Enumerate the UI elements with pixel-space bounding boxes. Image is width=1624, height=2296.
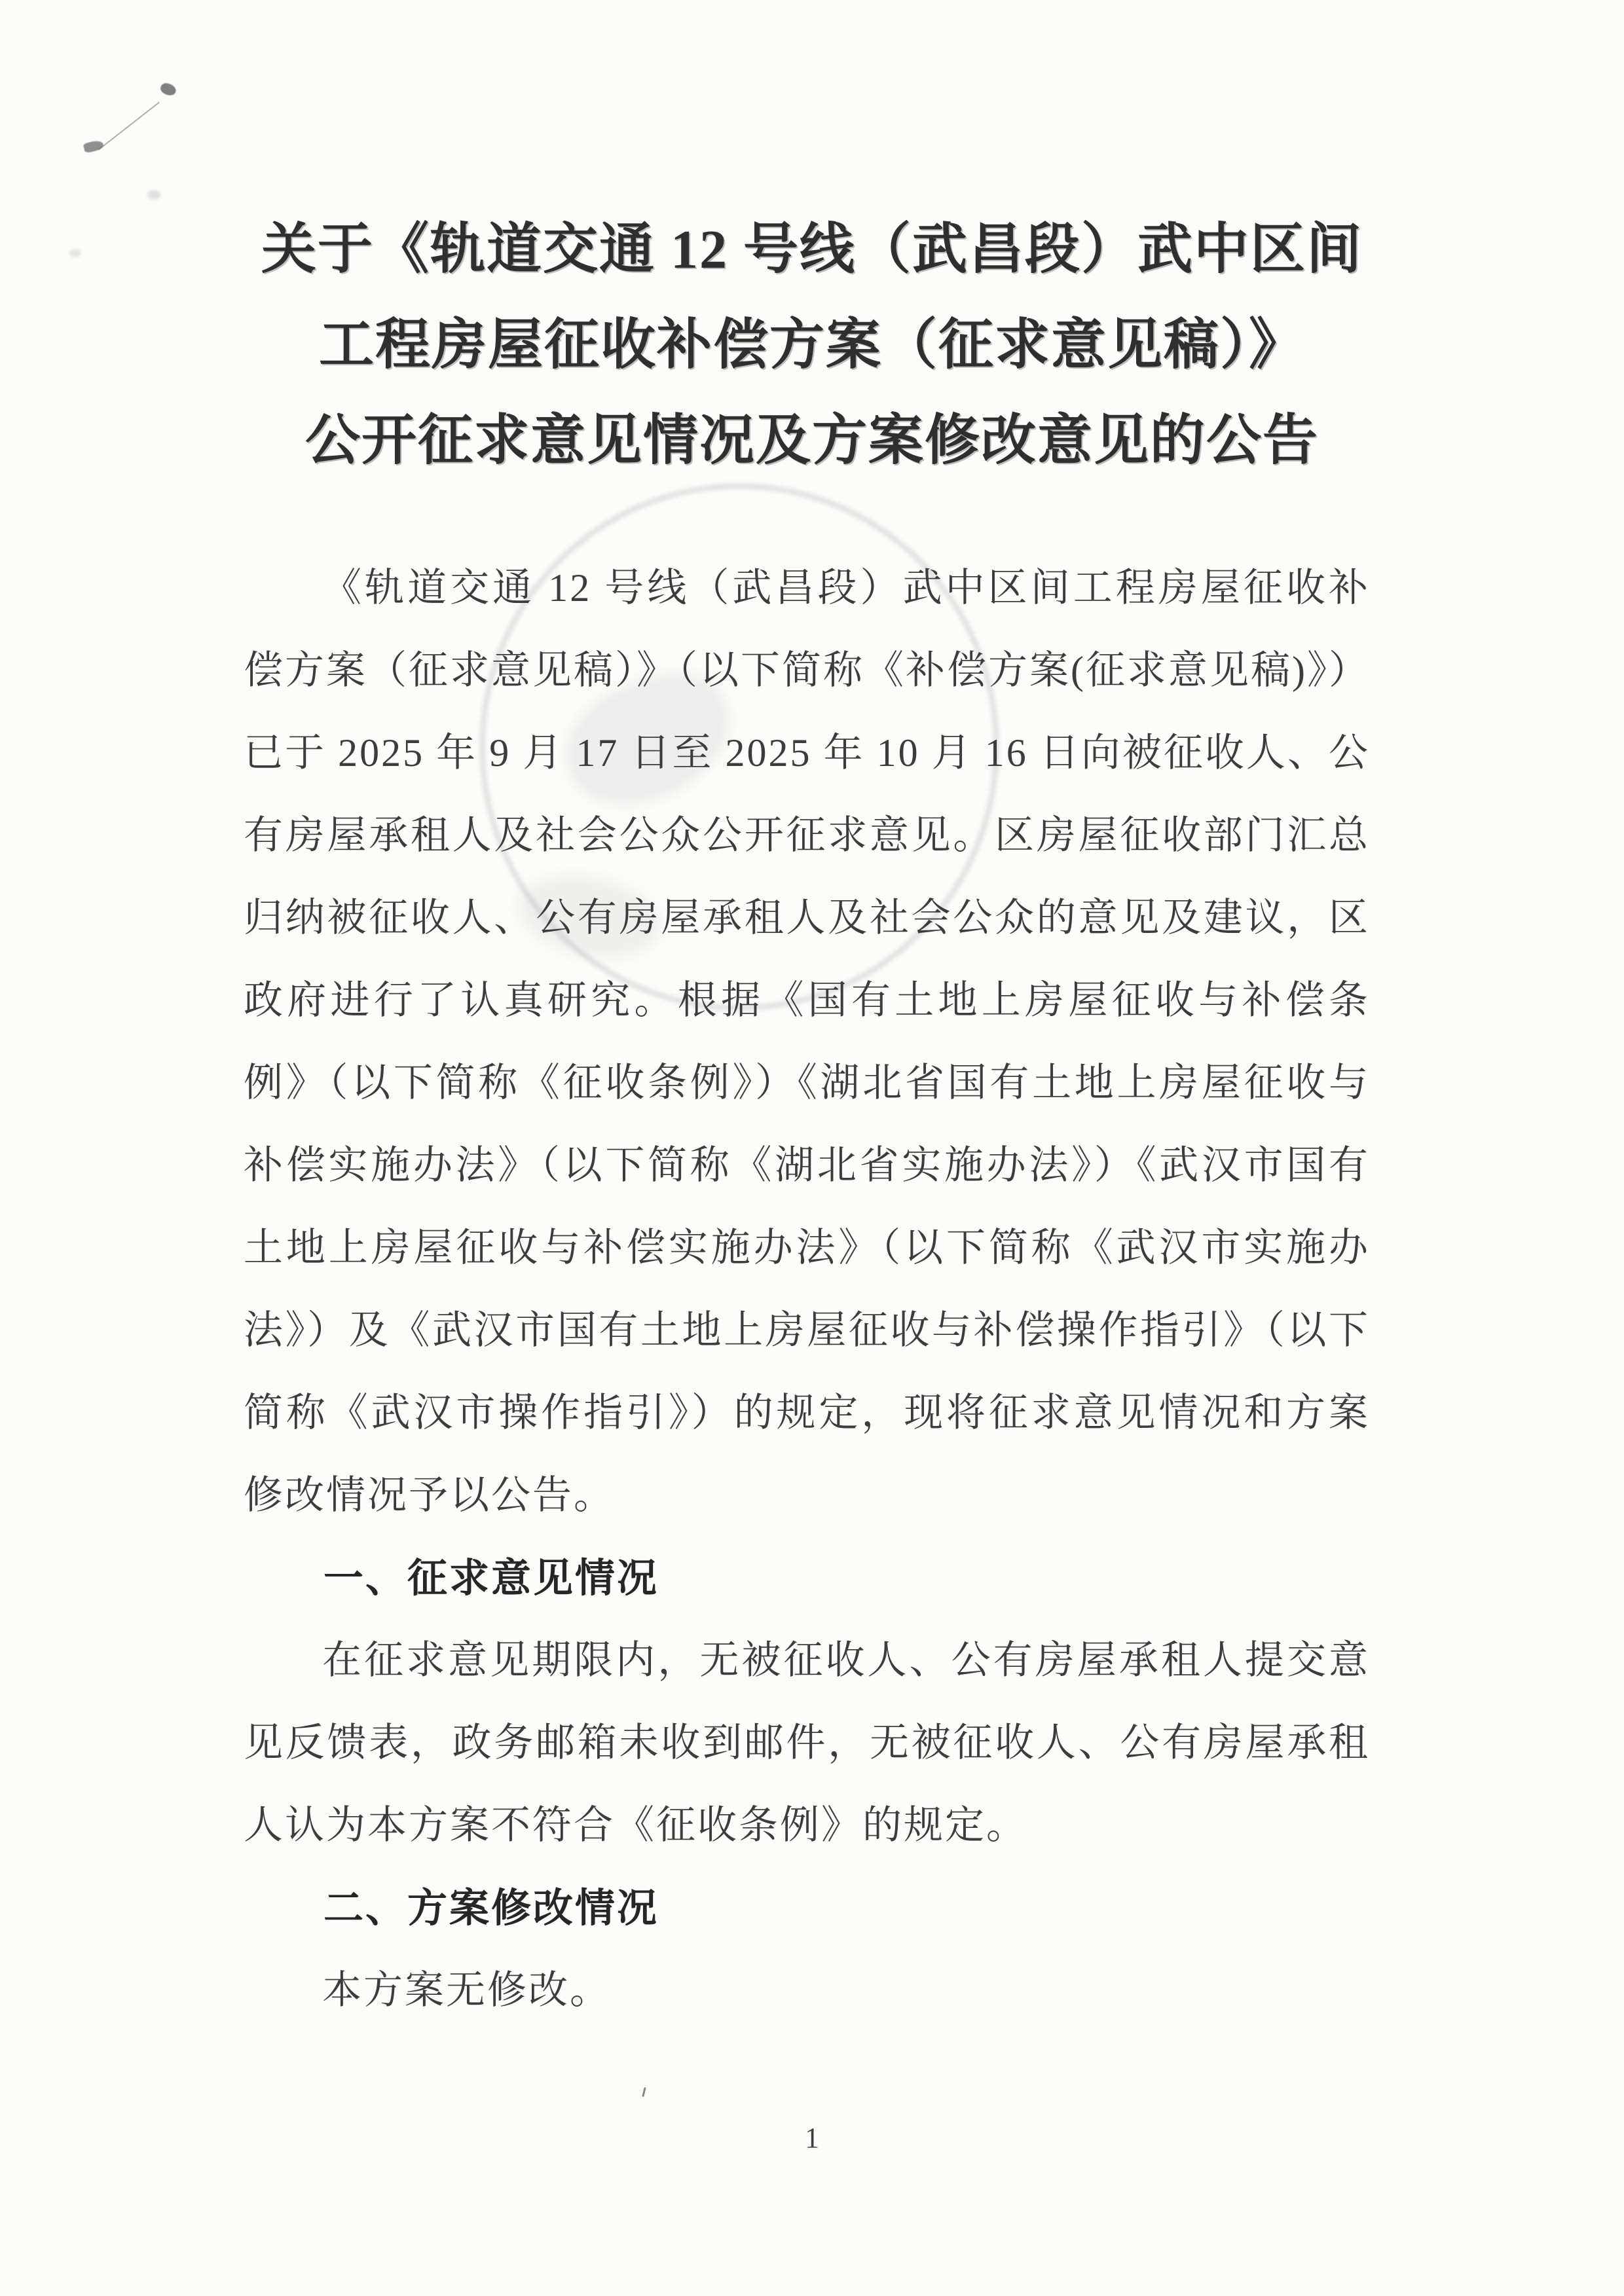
paragraph-intro: 《轨道交通 12 号线（武昌段）武中区间工程房屋征收补偿方案（征求意见稿）》（以下简称《补偿方案(征求意见稿)》）已于 2025 年 9 月 17 日至 2025 年 10 月 16 日向被征收人、公有房屋承租人及社会公众公开征求意见。区房屋征收部门汇总归纳被征收人、公有房屋承租人及社会公众的意见及建议，区政府进行了认真研究。根据《国有土地上房屋征收与补偿条例》（以下简称《征收条例》）《湖北省国有土地上房屋征收与补偿实施办法》（以下简称《湖北省实施办法》）《武汉市国有土地上房屋征收与补偿实施办法》（以下简称《武汉市实施办法》）及《武汉市国有土地上房屋征收与补偿操作指引》（以下简称《武汉市操作指引》）的规定，现将征求意见情况和方案修改情况予以公告。 [244, 566, 1370, 1518]
document-title [0, 14, 1624, 489]
title-line-1: 关于《轨道交通 12 号线（武昌段）武中区间 [261, 219, 1363, 281]
section-heading-opinions: 一、征求意见情况 [323, 1556, 659, 1601]
title-line-3: 公开征求意见情况及方案修改意见的公告 [304, 410, 1319, 472]
section-heading-revisions: 二、方案修改情况 [323, 1886, 659, 1931]
scan-artifact-tick [642, 2087, 646, 2097]
paragraph-opinion-results: 在征求意见期限内，无被征收人、公有房屋承租人提交意见反馈表，政务邮箱未收到邮件，无被征收人、公有房屋承租人认为本方案不符合《征收条例》的规定。 [244, 1639, 1370, 1848]
title-line-2: 工程房屋征收补偿方案（征求意见稿）》 [318, 315, 1305, 376]
document-body [0, 547, 1624, 2032]
page-number: 1 [805, 2122, 819, 2154]
paragraph-no-revisions: 本方案无修改。 [322, 1969, 611, 2013]
